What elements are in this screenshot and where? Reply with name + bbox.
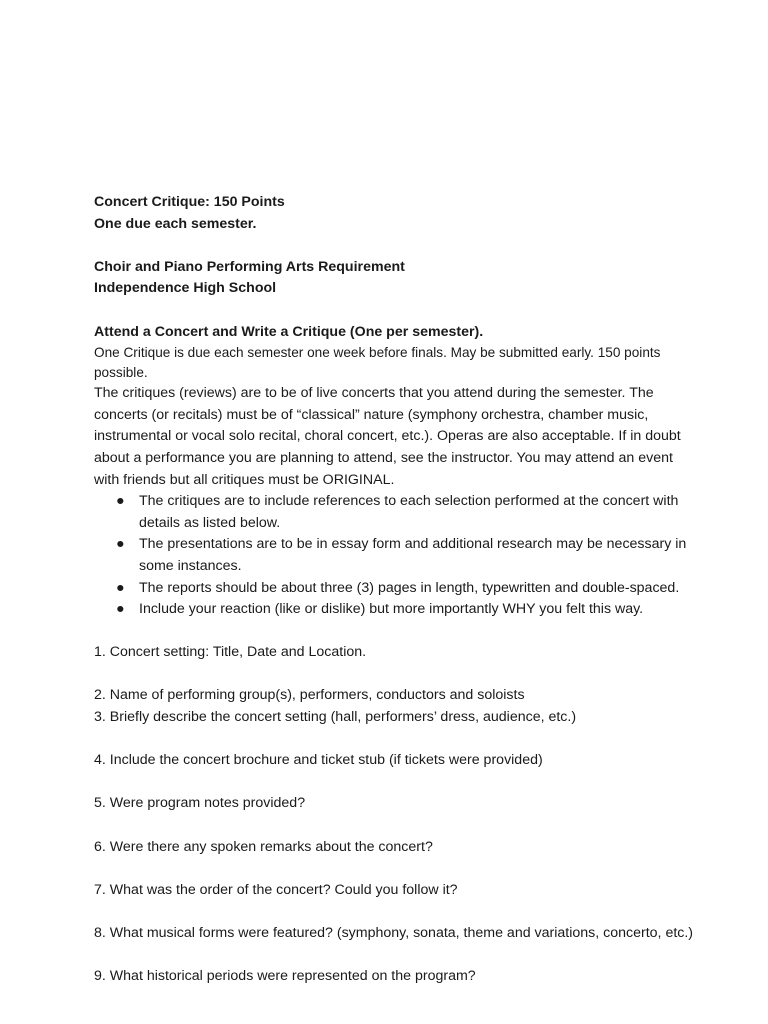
bullet-icon: ● [116,579,125,596]
numbered-item: 5. Were program notes provided? [94,795,306,812]
document-page [94,192,694,988]
numbered-item: 4. Include the concert brochure and ticket stub (if tickets were provided) [94,752,543,769]
numbered-item: 9. What historical periods were represented on the program? [94,968,476,985]
bullet-icon: ● [116,536,125,553]
intro-paragraph: One Critique is due each semester one week before finals. May be submitted early. 150 points possible. [94,345,661,381]
requirements-list [94,491,694,621]
numbered-item: 7. What was the order of the concert? Could you follow it? [94,881,458,898]
numbered-item: 6. Were there any spoken remarks about the concert? [94,838,433,855]
bullet-icon: ● [116,493,125,510]
list-item: ● The critiques are to include references to each selection performed at the concert with details as listed below. [116,493,679,531]
title-points: Concert Critique: 150 Points [94,194,285,210]
list-item: ● The reports should be about three (3) pages in length, typewritten and double-spaced. [94,578,694,600]
bullet-icon: ● [116,601,125,618]
section-heading: Attend a Concert and Write a Critique (One per semester). [94,323,484,340]
school-name: Independence High School [94,280,277,297]
numbered-item: 1. Concert setting: Title, Date and Location. [94,644,367,661]
body-paragraph: The critiques (reviews) are to be of live concerts that you attend during the semester. The concerts (or recitals) must be of “classical” nature (symphony orchestra, chamber music, instrumental or vocal solo recital, choral concert, etc.). Operas are also acceptable. If in doubt about a performance you are planning to attend, see the instructor. You may attend an event with friends but all critiques must be ORIGINAL. [94,385,681,488]
list-item: ● The presentations are to be in essay form and additional research may be necessary in some instances. [116,536,687,574]
list-item: ● Include your reaction (like or dislike) but more importantly WHY you felt this way. [94,599,694,621]
requirement-title: Choir and Piano Performing Arts Requirement [94,258,405,275]
numbered-item: 8. What musical forms were featured? (symphony, sonata, theme and variations, concerto, etc.) [94,925,694,941]
numbered-item: 3. Briefly describe the concert setting (hall, performers’ dress, audience, etc.) [94,709,577,726]
due-note: One due each semester. [94,215,257,232]
numbered-item: 2. Name of performing group(s), performers, conductors and soloists [94,687,525,704]
